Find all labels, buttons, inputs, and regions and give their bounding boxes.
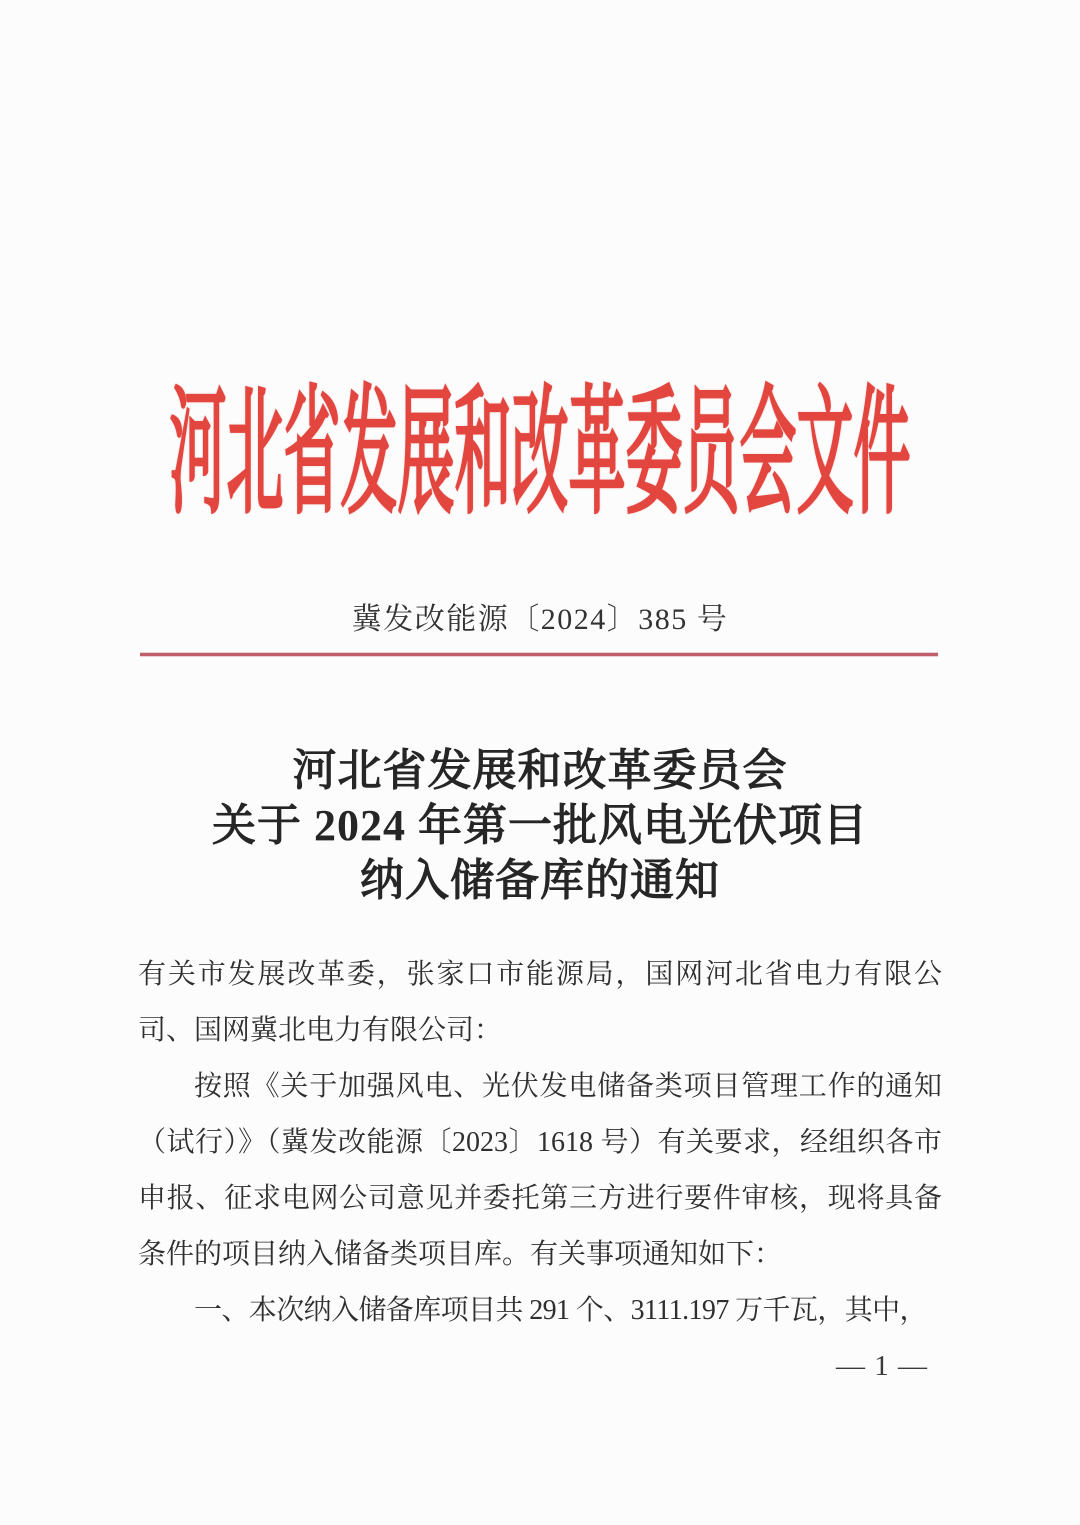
notice-title [0, 743, 1080, 908]
body-paragraph-1: 按照《关于加强风电、光伏发电储备类项目管理工作的通知（试行）》（冀发改能源〔2023〕1618 号）有关要求，经组织各市申报、征求电网公司意见并委托第三方进行要件审核，现将具备条件的项目纳入储备类项目库。有关事项通知如下： [138, 1071, 942, 1270]
red-masthead [0, 362, 1080, 533]
notice-title-line-2: 关于 2024 年第一批风电光伏项目 [212, 801, 868, 850]
red-divider-line [140, 653, 938, 656]
notice-title-line-1: 河北省发展和改革委员会 [292, 746, 788, 795]
notice-title-line-3: 纳入储备库的通知 [360, 856, 720, 905]
recipients-paragraph: 有关市发展改革委，张家口市能源局，国网河北省电力有限公司、国网冀北电力有限公司： [138, 959, 942, 1046]
document-number: 冀发改能源〔2024〕385 号 [351, 603, 729, 636]
body-paragraph-2: 一、本次纳入储备库项目共 291 个、3111.197 万千瓦，其中， [194, 1295, 927, 1326]
notice-body [138, 947, 942, 1339]
red-masthead-title: 河北省发展和改革委员会文件 [169, 378, 911, 533]
page-number: — 1 — [836, 1350, 928, 1382]
